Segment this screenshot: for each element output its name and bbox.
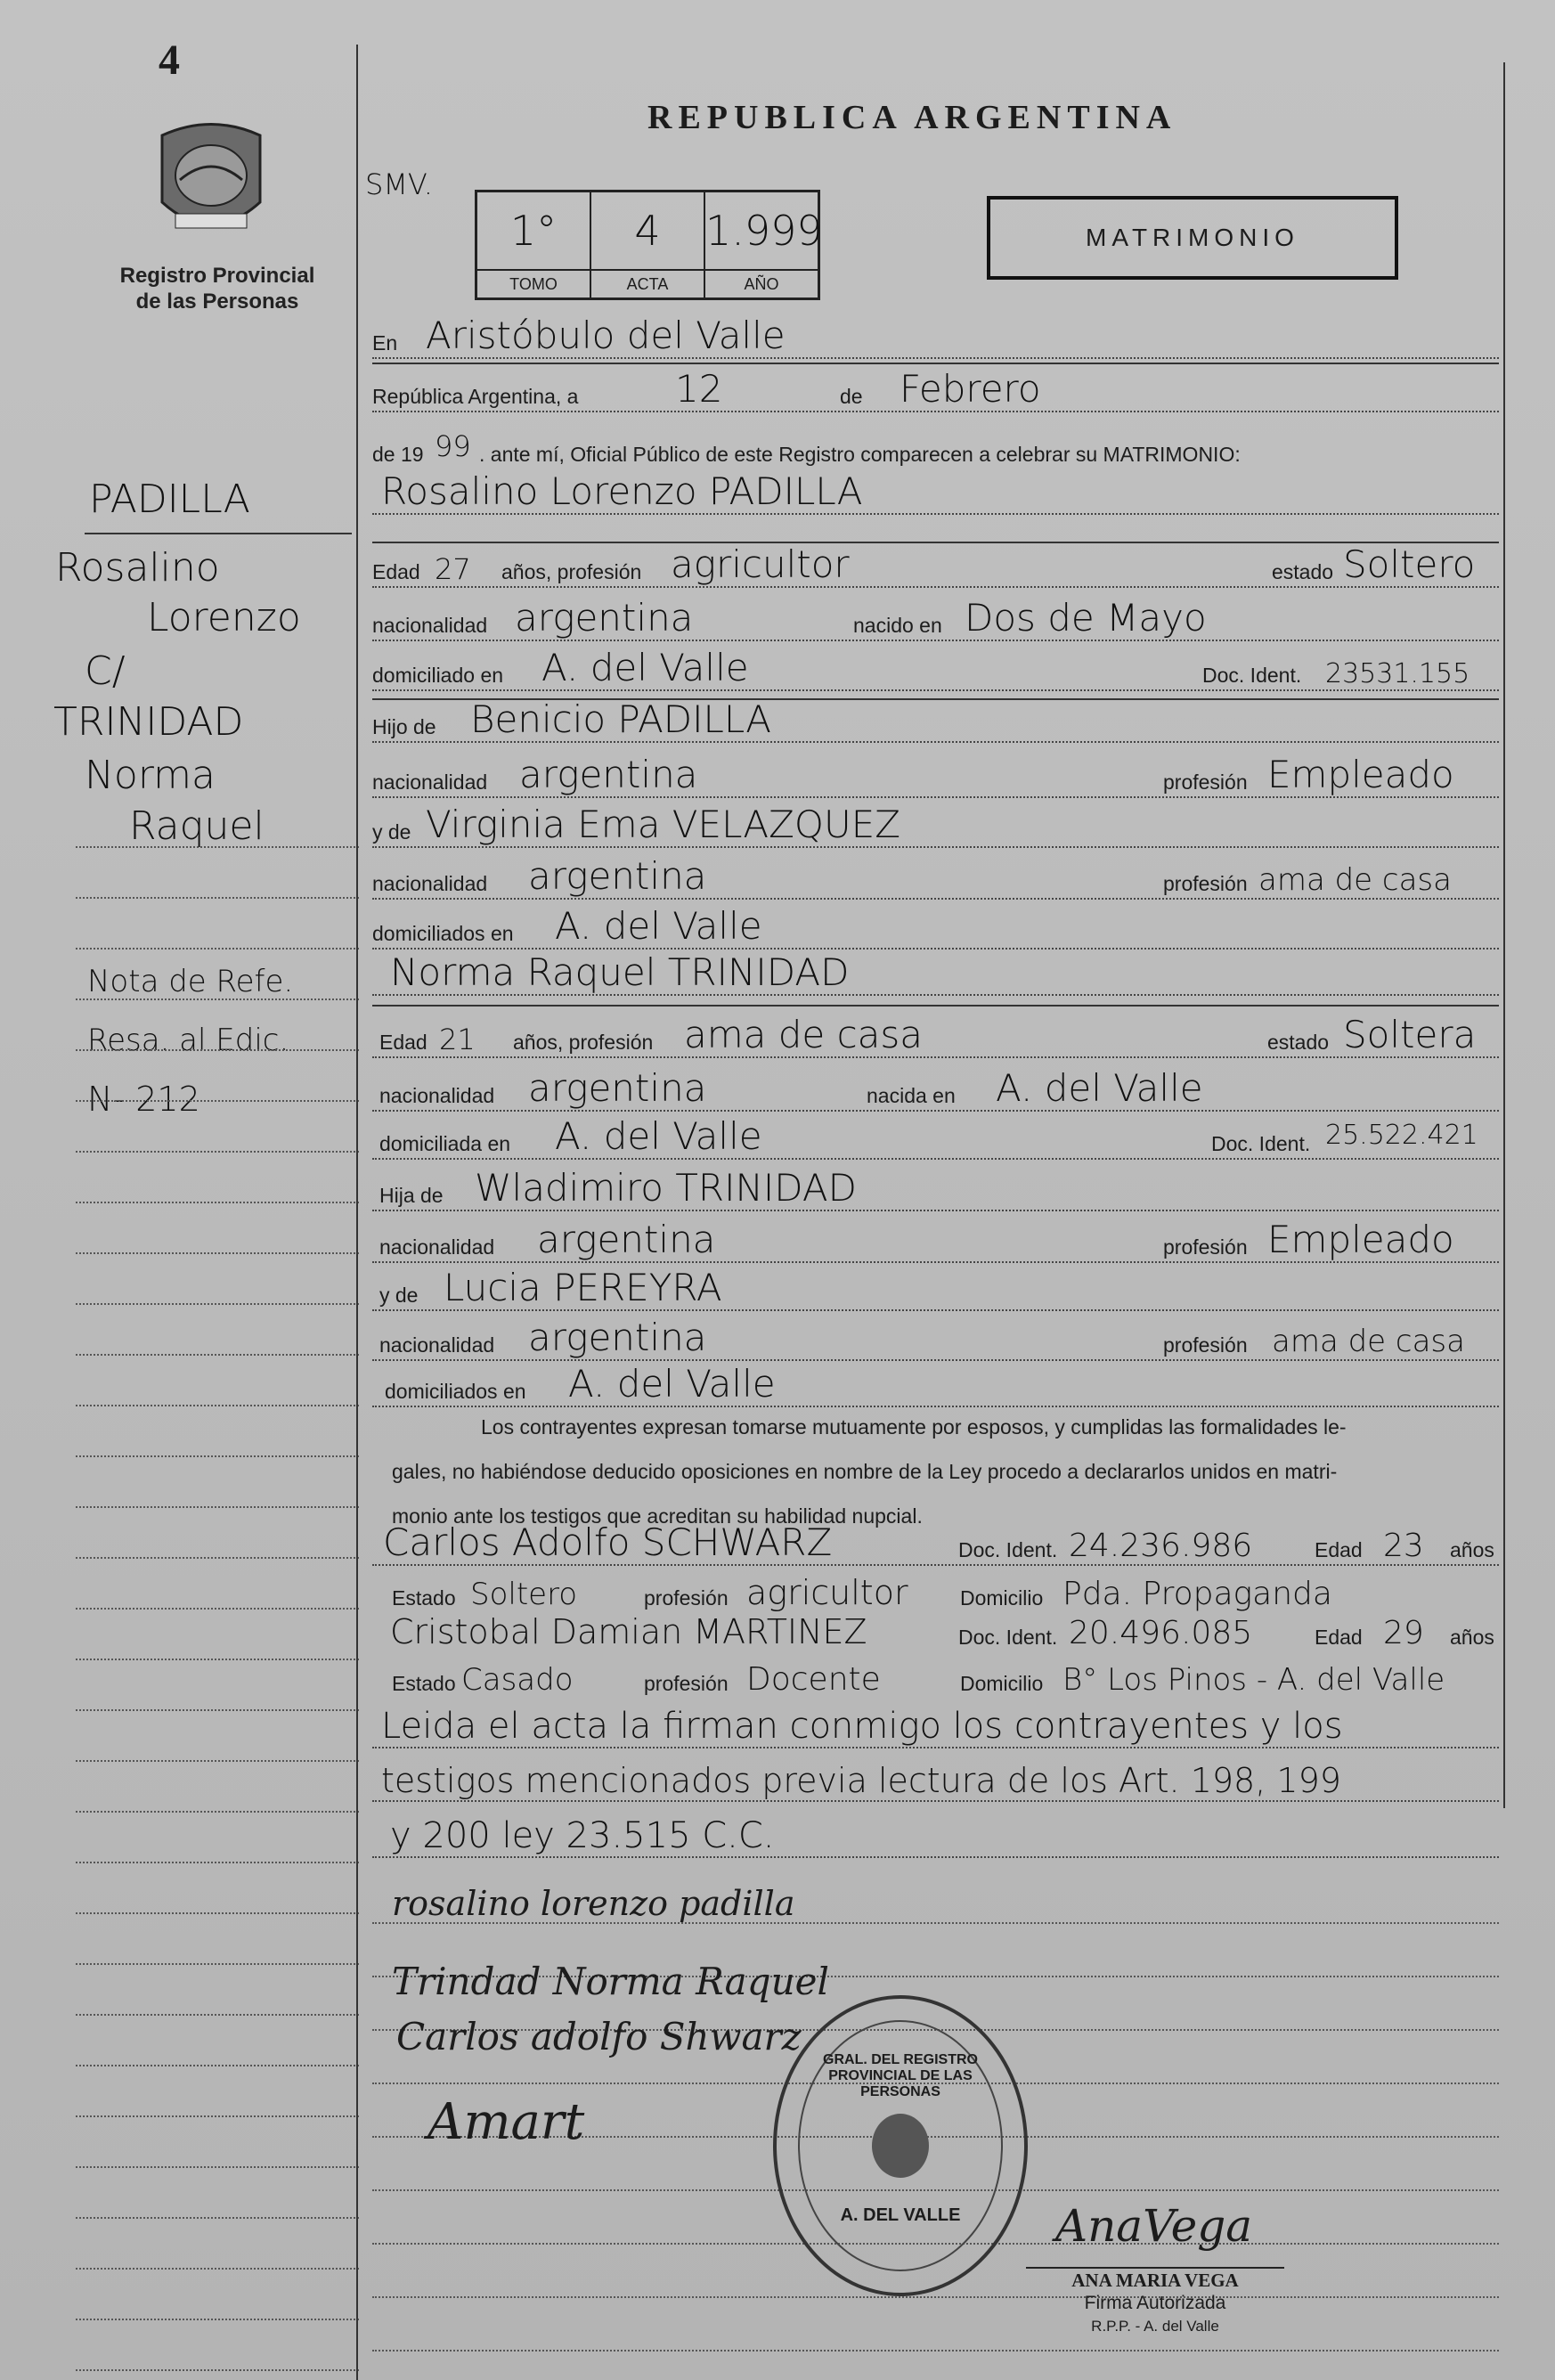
row-date [372,367,1499,416]
officer-name: ANA MARIA VEGA [1026,2267,1284,2292]
margin-name-groom-2: Lorenzo [147,595,301,640]
bride-mother-nat: argentina [528,1316,707,1359]
label-nacido-en: nacido en [853,614,942,637]
witness1-name: Carlos Adolfo SCHWARZ [383,1520,833,1564]
bride-father: Wladimiro TRINIDAD [475,1166,857,1210]
signature-witness1: Carlos adolfo Shwarz [396,2015,802,2058]
label-domicilio: Domicilio [960,1672,1044,1695]
row-witness2 [372,1610,1499,1657]
row-groom-father [372,697,1499,746]
label-edad: Edad [379,1031,427,1054]
witness1-status: Soltero [470,1577,578,1612]
witness1-doc: 24.236.986 [1069,1528,1253,1564]
label-doc-ident: Doc. Ident. [958,1538,1058,1561]
margin-divider [356,45,358,2380]
place-value: Aristóbulo del Valle [426,314,786,357]
witness1-age: 23 [1383,1528,1424,1564]
margin-note-2: Resa. al Edic. [87,1023,289,1058]
label-domiciliados-en: domiciliados en [385,1380,526,1403]
label-domicilio: Domicilio [960,1586,1044,1610]
closing-line-1: Leida el acta la firman conmigo los contrayentes y los [381,1706,1343,1747]
signature-officer: AnaVega [1055,2200,1253,2252]
row-groom-parents-domicile [372,904,1499,953]
bride-domicile: A. del Valle [555,1114,762,1158]
closing-line-3: y 200 ley 23.515 C.C. [390,1815,775,1856]
bride-father-occ: Empleado [1267,1218,1454,1261]
row-bride-mother-nat [372,1318,1499,1365]
margin-surname-bride: TRINIDAD [53,699,244,745]
closing-line-2: testigos mencionados previa lectura de los Art. 198, 199 [381,1761,1341,1800]
label-profesion: profesión [644,1672,729,1695]
label-profesion: profesión [1163,872,1248,895]
declaration-line-2: gales, no habiéndose deducido oposiciones en nombre de la Ley procedo a declararlos unidos en matri- [392,1460,1338,1483]
officer-title: Firma Autorizada [1084,2293,1226,2313]
acta-value: 4 [634,207,661,255]
tomo-value: 1° [509,207,558,255]
declaration [392,1405,1496,1538]
witness2-occupation: Docente [746,1661,881,1698]
label-estado: Estado [392,1672,456,1695]
year-value: 99 [435,429,471,463]
margin-note-3: N- 212 [87,1080,200,1119]
acta-cell [591,192,705,298]
groom-father-occ: Empleado [1267,753,1454,796]
stamp-emblem-icon [866,2110,935,2181]
row-groom-nat [372,596,1499,645]
label-edad: Edad [1315,1626,1363,1649]
row-groom-name [372,469,1499,518]
registry-line-2: de las Personas [135,289,299,314]
margin-name-bride-1: Norma [85,753,216,798]
groom-mother-occ: ama de casa [1258,862,1452,898]
official-stamp [773,1995,1028,2296]
witness2-age: 29 [1383,1615,1424,1651]
groom-occupation: agricultor [671,542,850,586]
label-domiciliado-en: domiciliado en [372,664,504,687]
bride-doc: 25.522.421 [1325,1120,1478,1151]
groom-parents-domicile: A. del Valle [555,904,762,948]
label-republica: República Argentina, a [372,385,579,408]
margin-name-groom-1: Rosalino [55,545,220,591]
label-y-de: y de [372,820,411,844]
label-profesion: profesión [1163,770,1248,794]
groom-domicile: A. del Valle [541,646,749,689]
row-place [372,316,1499,363]
row-year [372,428,1499,474]
row-groom-father-nat [372,755,1499,802]
ano-value: 1.999 [705,207,823,255]
bride-mother: Lucia PEREYRA [444,1266,722,1309]
row-groom-mother [372,805,1499,852]
bride-nationality: argentina [528,1066,707,1110]
label-doc-ident: Doc. Ident. [958,1626,1058,1649]
label-nacionalidad: nacionalidad [379,1333,495,1357]
registry-name [114,263,321,314]
witness2-name: Cristobal Damian MARTINEZ [390,1612,867,1651]
bride-status: Soltera [1343,1013,1477,1056]
bride-father-nat: argentina [537,1218,716,1261]
margin-note-1: Nota de Refe. [87,964,294,999]
margin-surname-groom: PADILLA [89,477,250,522]
witness1-occupation: agricultor [746,1573,908,1612]
label-nacionalidad: nacionalidad [372,770,488,794]
row-bride-father [372,1166,1499,1215]
witness2-doc: 20.496.085 [1069,1615,1253,1651]
groom-mother-nat: argentina [528,854,707,898]
row-bride-age [372,1015,1499,1062]
acta-label: ACTA [591,269,704,298]
label-profesion: profesión [1163,1235,1248,1259]
signature-groom: rosalino lorenzo padilla [392,1884,795,1923]
ano-cell [705,192,823,298]
groom-birthplace: Dos de Mayo [965,596,1207,640]
label-anos-profesion: años, profesión [513,1031,654,1054]
witness2-status: Casado [461,1662,574,1698]
bride-occupation: ama de casa [684,1013,924,1056]
row-witness1 [372,1520,1499,1569]
tomo-cell [477,192,591,298]
label-estado: estado [1267,1031,1330,1054]
bride-full-name: Norma Raquel TRINIDAD [390,950,850,994]
groom-status: Soltero [1343,542,1476,586]
margin-name-bride-2: Raquel [129,803,265,849]
label-en: En [372,331,398,355]
tomo-label: TOMO [477,269,590,298]
groom-father: Benicio PADILLA [470,697,772,741]
row-bride-mother [372,1268,1499,1315]
label-nacionalidad: nacionalidad [372,614,488,637]
bride-age: 21 [439,1023,476,1056]
registry-line-1: Registro Provincial [119,264,315,288]
bride-parents-domicile: A. del Valle [568,1362,776,1406]
witness2-domicile: B° Los Pinos - A. del Valle [1062,1662,1445,1698]
groom-nationality: argentina [515,596,694,640]
groom-father-nat: argentina [519,753,698,796]
label-nacionalidad: nacionalidad [379,1235,495,1259]
record-box [475,190,823,300]
label-domiciliados-en: domiciliados en [372,922,514,945]
label-nacida-en: nacida en [867,1084,956,1107]
label-anos: años [1450,1538,1494,1561]
label-anos-profesion: años, profesión [501,560,642,583]
row-closing-1 [372,1706,1499,1752]
label-nacionalidad: nacionalidad [379,1084,495,1107]
bride-mother-occ: ama de casa [1272,1324,1465,1359]
label-hijo-de: Hijo de [372,715,436,738]
row-bride-father-nat [372,1220,1499,1267]
label-doc: Doc. Ident. [1211,1132,1311,1155]
label-hija-de: Hija de [379,1184,444,1207]
right-border [1503,62,1505,1808]
label-profesion: profesión [644,1586,729,1610]
label-profesion: profesión [1163,1333,1248,1357]
stamp-text: GRAL. DEL REGISTRO PROVINCIAL DE LAS PERSONAS [823,2052,978,2099]
row-bride-name [372,950,1499,999]
row-witness2-details [372,1657,1499,1703]
ano-label: AÑO [705,269,818,298]
label-anos: años [1450,1626,1494,1649]
label-estado: estado [1272,560,1334,583]
row-bride-nat [372,1066,1499,1115]
signature-bride: Trindad Norma Raquel [392,1960,829,2003]
row-closing-3 [372,1815,1499,1862]
label-edad: Edad [372,560,420,583]
label-nacionalidad: nacionalidad [372,872,488,895]
label-ante: . ante mí, Oficial Público de este Registro comparecen a celebrar su MATRIMONIO: [479,443,1241,466]
groom-mother: Virginia Ema VELAZQUEZ [426,803,901,846]
signature-witness2: Amart [427,2093,585,2151]
label-domiciliada-en: domiciliada en [379,1132,511,1155]
row-groom-domicile [372,648,1499,695]
groom-doc: 23531.155 [1325,658,1470,689]
bride-birthplace: A. del Valle [996,1066,1203,1110]
margin-column [0,0,358,2380]
officer-block [1026,2267,1284,2338]
label-de-19: de 19 [372,443,424,466]
country-title: REPUBLICA ARGENTINA [647,99,1177,136]
groom-age: 27 [435,552,471,586]
witness1-domicile: Pda. Propaganda [1062,1576,1332,1612]
officer-office: R.P.P. - A. del Valle [1091,2318,1219,2335]
row-groom-mother-nat [372,854,1499,903]
matrimonio-title: MATRIMONIO [987,196,1398,280]
label-edad: Edad [1315,1538,1363,1561]
row-closing-2 [372,1759,1499,1805]
margin-con: C/ [85,648,126,694]
groom-full-name: Rosalino Lorenzo PADILLA [381,469,863,513]
month-value: Febrero [900,367,1041,411]
page-number: 4 [159,37,180,84]
province-seal-icon [153,118,269,247]
smv-note: SMV. [365,167,433,201]
label-doc: Doc. Ident. [1202,664,1302,687]
margin-ruled-lines [76,797,359,2371]
row-groom-age [372,542,1499,591]
stamp-place: A. DEL VALLE [840,2205,961,2225]
declaration-line-1: Los contrayentes expresan tomarse mutuamente por esposos, y cumplidas las formalidades le- [481,1415,1347,1439]
row-bride-domicile [372,1114,1499,1163]
label-de: de [840,385,863,408]
day-value: 12 [675,367,723,411]
label-y-de: y de [379,1284,419,1307]
declaration-line-3: monio ante los testigos que acreditan su habilidad nupcial. [392,1504,923,1528]
label-estado: Estado [392,1586,456,1610]
